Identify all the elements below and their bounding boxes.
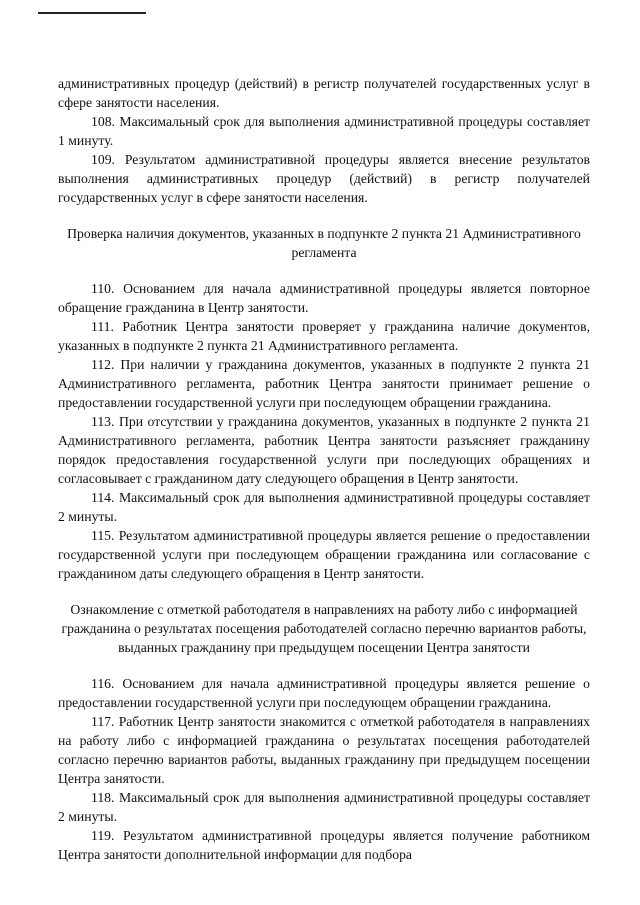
paragraph-108: 108. Максимальный срок для выполнения административной процедуры составляет 1 минуту. <box>58 114 590 148</box>
paragraph-118: 118. Максимальный срок для выполнения административной процедуры составляет 2 минуты. <box>58 790 590 824</box>
paragraph-116: 116. Основанием для начала административной процедуры является решение о предоставлении государственной услуги при последующем обращении гражданина. <box>58 676 590 710</box>
section-heading-document-check: Проверка наличия документов, указанных в подпункте 2 пункта 21 Административного регламента <box>67 226 581 260</box>
paragraph-111: 111. Работник Центра занятости проверяет у гражданина наличие документов, указанных в подпункте 2 пункта 21 Административного регламента. <box>58 319 590 353</box>
paragraph-110: 110. Основанием для начала административной процедуры является повторное обращение гражданина в Центр занятости. <box>58 281 590 315</box>
document-body <box>58 74 590 864</box>
paragraph-112: 112. При наличии у гражданина документов, указанных в подпункте 2 пункта 21 Административного регламента, работник Центра занятости принимает решение о предоставлении государственной услуги при последующем обращении гражданина. <box>58 357 590 410</box>
paragraph-107-continuation: административных процедур (действий) в регистр получателей государственных услуг в сфере занятости населения. <box>58 76 590 110</box>
paragraph-113: 113. При отсутствии у гражданина документов, указанных в подпункте 2 пункта 21 Административного регламента, работник Центра занятости разъясняет гражданину порядок предоставления государственной услуги при последующих обращениях и согласовывает с гражданином дату следующего обращения в Центр занятости. <box>58 414 590 486</box>
scan-mark <box>38 12 146 14</box>
paragraph-109: 109. Результатом административной процедуры является внесение результатов выполнения административных процедур (действий) в регистр получателей государственных услуг в сфере занятости населения. <box>58 152 590 205</box>
paragraph-115: 115. Результатом административной процедуры является решение о предоставлении государственной услуги при последующем обращении гражданина или согласование с гражданином даты следующего обращения в Центр занятости. <box>58 528 590 581</box>
paragraph-114: 114. Максимальный срок для выполнения административной процедуры составляет 2 минуты. <box>58 490 590 524</box>
paragraph-119: 119. Результатом административной процедуры является получение работником Центра занятости дополнительной информации для подбора <box>58 828 590 862</box>
section-heading-employer-mark-review: Ознакомление с отметкой работодателя в направлениях на работу либо с информацией гражданина о результатах посещения работодателей согласно перечню вариантов работы, выданных гражданину при предыдущем посещении Центра занятости <box>61 602 587 655</box>
paragraph-117: 117. Работник Центр занятости знакомится с отметкой работодателя в направлениях на работу либо с информацией гражданина о результатах посещения работодателей согласно перечню вариантов работы, выданных гражданину при предыдущем посещении Центра занятости. <box>58 714 590 786</box>
